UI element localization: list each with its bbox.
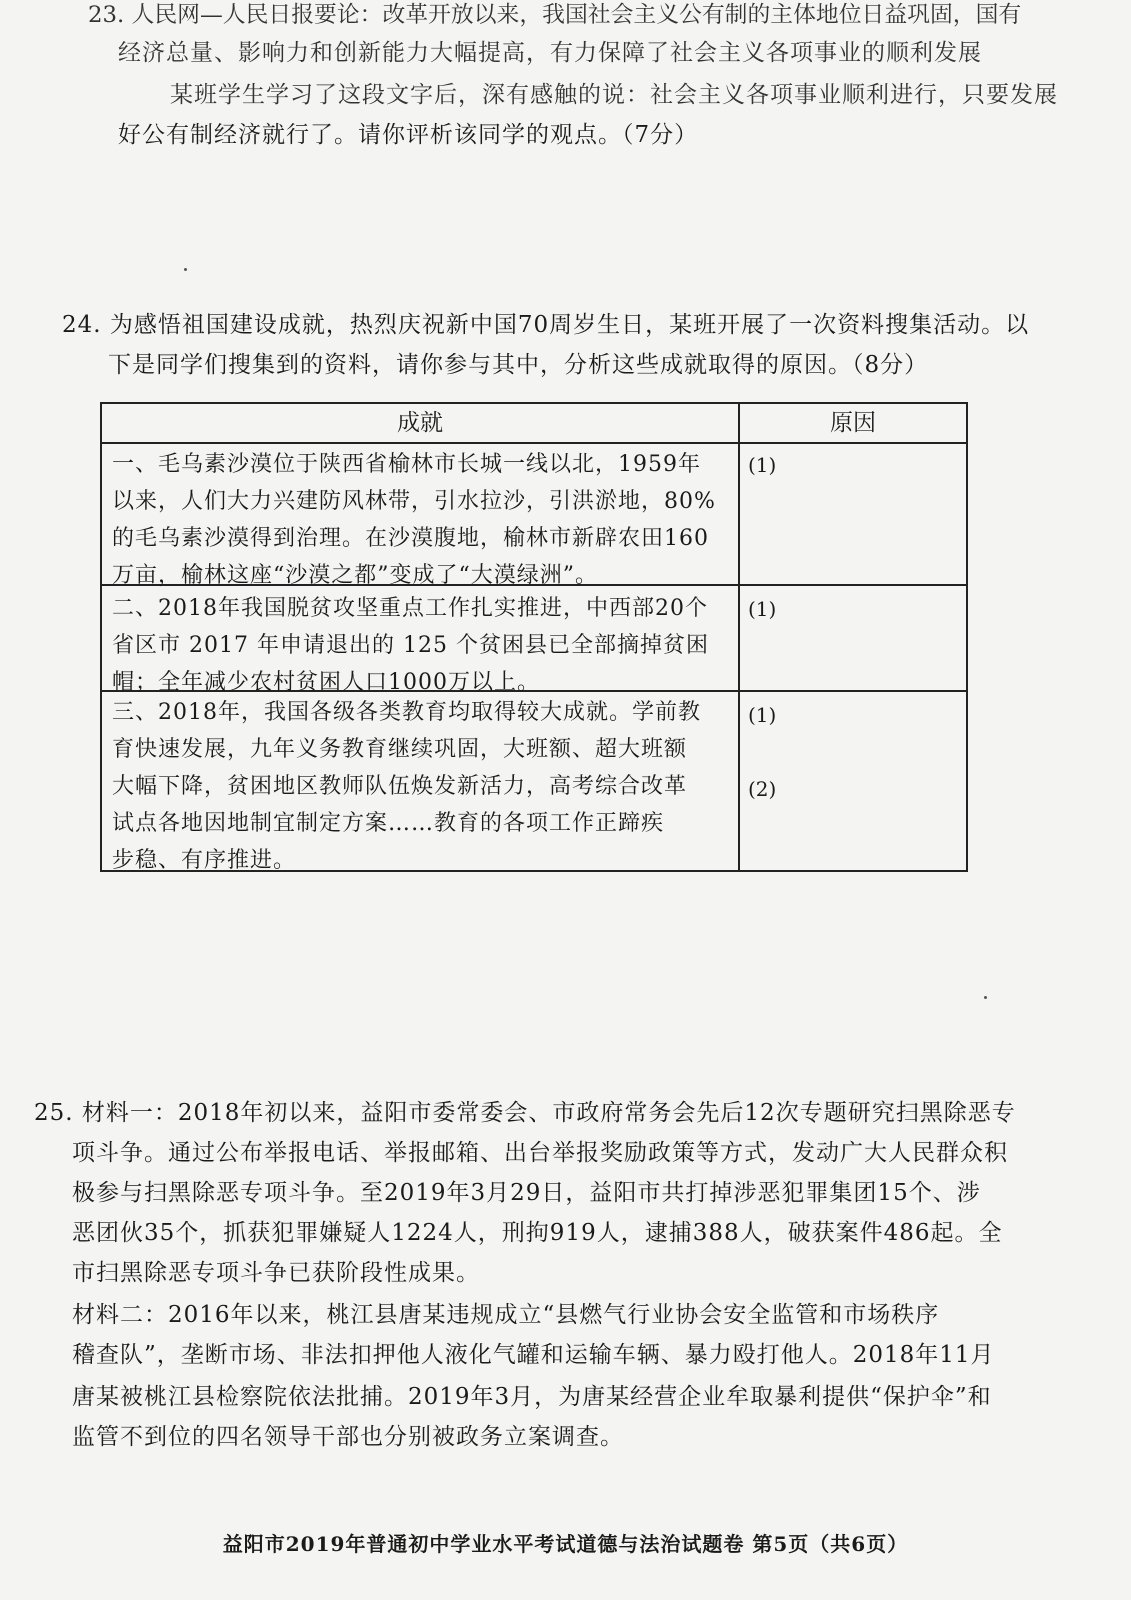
q25-line-1: 25. 材料一：2018年初以来，益阳市委常委会、市政府常务会先后12次专题研究扫黑除恶专 (34, 1100, 1016, 1126)
table-row-1-line: 以来，人们大力兴建防风林带，引水拉沙，引洪淤地，80% (112, 489, 716, 514)
table-row-3-achievement (112, 694, 732, 879)
table-row-2-reason-1: (1) (748, 597, 777, 621)
q25-line-7: 稽查队”，垄断市场、非法扣押他人液化气罐和运输车辆、暴力殴打他人。2018年11月 (72, 1342, 995, 1368)
q25-line-4: 恶团伙35个，抓获犯罪嫌疑人1224人，刑拘919人，逮捕388人，破获案件486起。全 (72, 1220, 1003, 1246)
q25-line-9: 监管不到位的四名领导干部也分别被政务立案调查。 (72, 1424, 624, 1450)
table-row-1-reason-1: (1) (748, 453, 777, 477)
table-row-3-reason-1: (1) (748, 703, 777, 727)
page-footer: 益阳市2019年普通初中学业水平考试道德与法治试题卷 第5页（共6页） (222, 1532, 909, 1556)
achievements-table (100, 402, 968, 872)
table-row-2-achievement (112, 590, 732, 701)
table-row-3-line: 步稳、有序推进。 (112, 848, 297, 873)
table-row-1-achievement (112, 446, 732, 594)
table-row-3-line: 试点各地因地制宜制定方案……教育的各项工作正蹄疾 (112, 811, 665, 836)
q25-line-2: 项斗争。通过公布举报电话、举报邮箱、出台举报奖励政策等方式，发动广大人民群众积 (72, 1140, 1008, 1166)
table-row-3-line: 三、2018年，我国各级各类教育均取得较大成就。学前教 (112, 700, 701, 725)
table-row-1-line: 万亩，榆林这座“沙漠之都”变成了“大漠绿洲”。 (112, 563, 598, 588)
table-row-1-line: 的毛乌素沙漠得到治理。在沙漠腹地，榆林市新辟农田160 (112, 526, 709, 551)
q25-line-6: 材料二：2016年以来，桃江县唐某违规成立“县燃气行业协会安全监管和市场秩序 (72, 1302, 940, 1328)
table-header-achievement: 成就 (102, 404, 738, 444)
q24-line-1: 24. 为感悟祖国建设成就，热烈庆祝新中国70周岁生日，某班开展了一次资料搜集活动。以 (62, 312, 1030, 338)
q25-line-5: 市扫黑除恶专项斗争已获阶段性成果。 (72, 1260, 480, 1286)
q23-line-1: 23. 人民网—人民日报要论：改革开放以来，我国社会主义公有制的主体地位日益巩固，国有 (88, 2, 1022, 28)
q23-line-4: 好公有制经济就行了。请你评析该同学的观点。（7分） (118, 122, 699, 148)
table-row-2-line: 省区市 2017 年申请退出的 125 个贫困县已全部摘掉贫困 (112, 633, 709, 658)
scan-speck (184, 268, 187, 271)
table-row-2-line: 二、2018年我国脱贫攻坚重点工作扎实推进，中西部20个 (112, 596, 708, 621)
table-column-divider (738, 404, 740, 870)
q25-line-3: 极参与扫黑除恶专项斗争。至2019年3月29日，益阳市共打掉涉恶犯罪集团15个、涉 (72, 1180, 981, 1206)
table-row-3-reason-2: (2) (748, 777, 777, 801)
q24-line-2: 下是同学们搜集到的资料，请你参与其中，分析这些成就取得的原因。（8分） (108, 352, 929, 378)
q25-line-8: 唐某被桃江县检察院依法批捕。2019年3月，为唐某经营企业牟取暴利提供“保护伞”和 (72, 1384, 992, 1410)
q23-line-3: 某班学生学习了这段文字后，深有感触的说：社会主义各项事业顺利进行，只要发展 (170, 82, 1058, 108)
q23-line-2: 经济总量、影响力和创新能力大幅提高，有力保障了社会主义各项事业的顺利发展 (118, 40, 982, 66)
table-row-2-line: 帽；全年减少农村贫困人口1000万以上。 (112, 670, 540, 695)
scan-speck (984, 996, 987, 999)
table-row-1-line: 一、毛乌素沙漠位于陕西省榆林市长城一线以北，1959年 (112, 452, 701, 477)
table-row-3-line: 大幅下降，贫困地区教师队伍焕发新活力，高考综合改革 (112, 774, 688, 799)
table-header-reason: 原因 (740, 404, 966, 444)
table-row-3-line: 育快速发展，九年义务教育继续巩固，大班额、超大班额 (112, 737, 688, 762)
